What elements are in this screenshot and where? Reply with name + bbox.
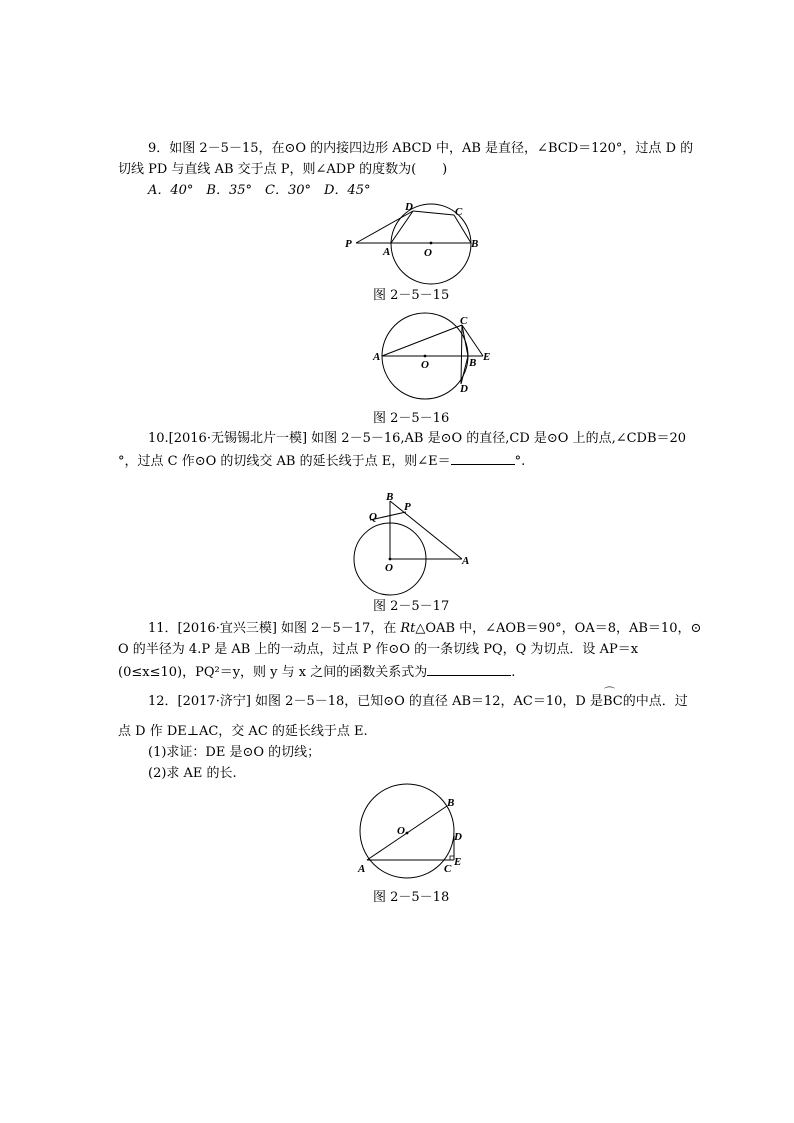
q11-rt: Rt: [400, 621, 416, 636]
label-c: C: [444, 863, 452, 875]
chord-dc: [413, 211, 454, 215]
label-b: B: [471, 238, 479, 250]
figure-caption-2-5-16: 图 2－5－16: [373, 411, 450, 426]
q10-line-2: [118, 452, 525, 470]
arc-bc: ⌒ BC: [603, 694, 623, 710]
label-e: E: [454, 856, 462, 868]
center-dot: [406, 832, 409, 835]
label-o: O: [385, 562, 393, 574]
chord-cd: [461, 325, 462, 384]
label-d: D: [460, 383, 468, 395]
figure-caption-2-5-17: 图 2－5－17: [373, 599, 450, 614]
q12-line-1-text: 12．[2017·济宁] 如图 2－5－18，已知⊙O 的直径 AB＝12，AC＝10，D 是: [148, 694, 603, 709]
label-p: P: [404, 501, 411, 513]
label-d: D: [454, 831, 462, 843]
figure-2-5-15: [340, 198, 500, 286]
figure-2-5-16: [370, 312, 500, 408]
label-o: O: [397, 825, 405, 837]
label-a: A: [373, 351, 381, 363]
q10-line-2-end: °.: [514, 454, 526, 469]
q11-line-3-text: (0≤x≤10)，PQ²＝y，则 y 与 x 之间的函数关系式为: [118, 665, 428, 680]
center-dot: [430, 242, 433, 245]
label-p: P: [345, 238, 352, 250]
q11-line-2: O 的半径为 4.P 是 AB 上的一动点，过点 P 作⊙O 的一条切线 PQ，Q 为切点．设 AP＝x: [118, 642, 639, 657]
q11-line-3-end: .: [511, 665, 516, 680]
q12-line-1: [148, 694, 688, 710]
q10-answer-blank[interactable]: [451, 452, 515, 465]
chord-ac: [382, 325, 462, 356]
chord-bd: [461, 356, 468, 384]
q12-line-1-rest: 的中点．过: [622, 694, 688, 709]
label-a: A: [462, 555, 470, 567]
label-a: A: [358, 863, 366, 875]
q11-line-1-rest: △OAB 中，∠AOB＝90°，OA＝8，AB＝10，⊙: [415, 621, 702, 636]
figure-caption-2-5-18: 图 2－5－18: [373, 890, 450, 905]
figure-caption-2-5-15: 图 2－5－15: [373, 288, 450, 303]
circle-o: [360, 784, 454, 878]
label-b: B: [386, 491, 394, 503]
label-o: O: [424, 247, 432, 259]
q9-line-1: 9．如图 2－5－15，在⊙O 的内接四边形 ABCD 中，AB 是直径，∠BCD＝120°，过点 D 的: [148, 141, 694, 156]
q11-answer-blank[interactable]: [427, 663, 511, 676]
label-a: A: [383, 246, 391, 258]
figure-2-5-17: [344, 486, 480, 598]
label-e: E: [483, 351, 491, 363]
q9-line-2: 切线 PD 与直线 AB 交于点 P，则∠ADP 的度数为( ): [118, 162, 448, 177]
center-dot: [389, 558, 392, 561]
q12-part-2: (2)求 AE 的长.: [148, 766, 237, 781]
q11-line-1-text: 11．[2016·宜兴三模] 如图 2－5－17，在: [148, 621, 401, 636]
label-d: D: [405, 201, 413, 213]
q11-line-3: [118, 663, 515, 681]
q10-line-2-text: °，过点 C 作⊙O 的切线交 AB 的延长线于点 E，则∠E＝: [118, 454, 451, 469]
label-b: B: [469, 357, 477, 369]
tangent-pd: [356, 211, 413, 243]
label-b: B: [447, 797, 455, 809]
segment-ab: [390, 501, 462, 559]
label-c: C: [455, 206, 463, 218]
label-c: C: [460, 315, 468, 327]
label-q: Q: [369, 511, 377, 523]
q12-part-1: (1)求证：DE 是⊙O 的切线；: [148, 745, 321, 760]
center-dot: [424, 355, 427, 358]
q10-line-1: 10.[2016·无锡锡北片一模] 如图 2－5－16,AB 是⊙O 的直径,CD 是⊙O 上的点,∠CDB＝20: [148, 431, 687, 446]
figure-2-5-18: [350, 784, 480, 884]
q11-line-1: [148, 621, 701, 637]
label-o: O: [421, 359, 429, 371]
q12-line-2: 点 D 作 DE⊥AC，交 AC 的延长线于点 E.: [118, 724, 368, 739]
q9-options: A．40° B．35° C．30° D．45°: [148, 183, 371, 198]
